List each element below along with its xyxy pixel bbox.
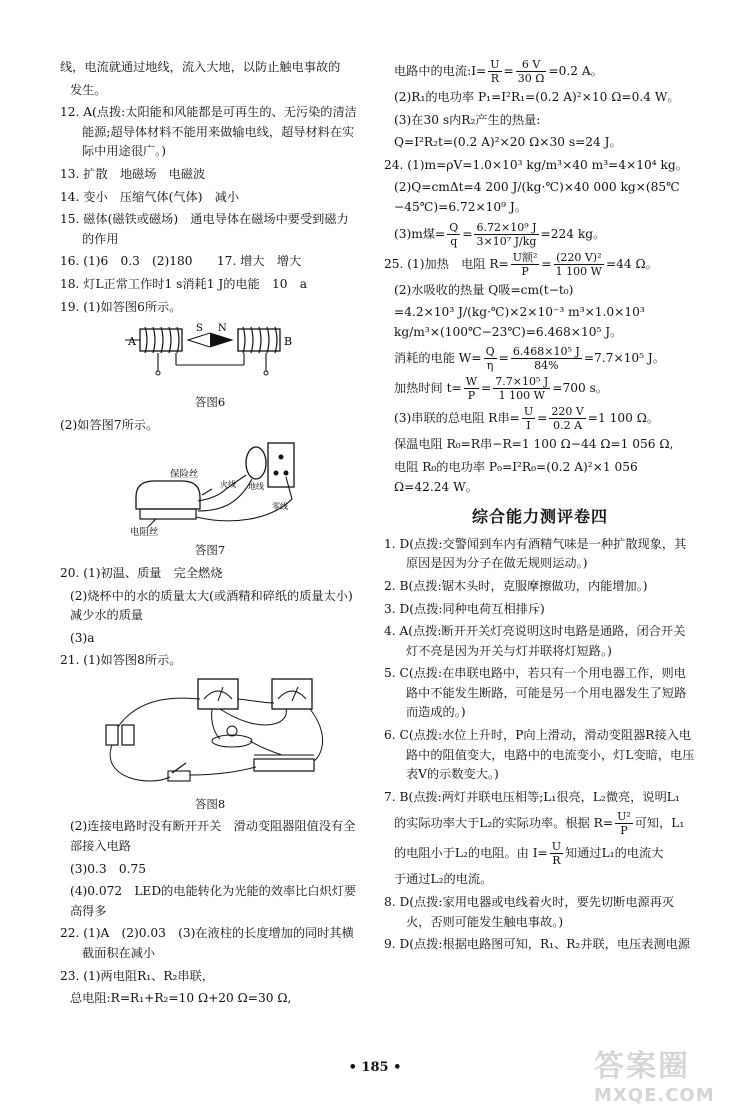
fraction: $\frac{6 V}{30 \Omega}$ [517, 58, 545, 85]
answer-2: 2. B(点拨:锯木头时，克服摩擦做功，内能增加。) [384, 578, 648, 593]
answer-23-total-resistance: 总电阻:R=R₁+R₂=10 Ω+20 Ω=30 Ω, [70, 991, 292, 1006]
answer-23-2: (2)R₁的电功率 P₁=I²R₁=(0.2 A)²×10 Ω=0.4 W。 [394, 90, 680, 104]
answer-15: 15. 磁体(磁铁或磁场) 通电导体在磁场中要受到磁力的作用 [60, 212, 349, 246]
figure-7 [60, 439, 360, 539]
answer-24-1: 24. (1)m=ρV=1.0×10³ kg/m³×40 m³=4×10⁴ kg。 [384, 157, 688, 172]
electromagnet-diagram [60, 321, 360, 391]
answer-7: 7. B(点拨:两灯并联电压相等;L₁很亮，L₂微亮，说明L₁ [384, 789, 680, 804]
answer-9: 9. D(点拨:根据电路图可知，R₁、R₂并联，电压表测电源 [384, 937, 691, 952]
answer-24-3: (3)m煤= $\frac{Q}{q}$ = $\frac{\text{6.72×10⁹ J}}{\text{3×10⁷ J/kg}}$ =224 kg。 [394, 220, 606, 248]
answer-21-3: (3)0.3 0.75 [70, 861, 146, 876]
fraction: $\frac{\text{U²}}{P}$ [617, 810, 631, 838]
answer-23-heat: Q=I²R₂t=(0.2 A)²×20 Ω×30 s=24 J。 [394, 135, 622, 150]
fraction: $\frac{\text{6.72×10⁹ J}}{\text{3×10⁷ J/kg}}$ [476, 220, 537, 248]
label-fuse: 保险丝 [170, 469, 199, 481]
fraction: $\frac{\text{(220 V)²}}{1 100 W}$ [555, 250, 602, 278]
fraction: $\frac{U}{R}$ [551, 840, 562, 868]
answer-21-1: 21. (1)如答图8所示。 [60, 653, 182, 668]
answer-20-1: 20. (1)初温、质量 完全燃烧 [60, 565, 223, 580]
label-live-wire: 火线 [220, 480, 236, 490]
answer-16-17: 16. (1)6 0.3 (2)180 17. 增大 增大 [60, 254, 302, 269]
figure-6-caption: 答图6 [194, 395, 226, 410]
heater-wiring-diagram [60, 439, 360, 539]
answer-23-current: 电路中的电流:I= $\frac{U}{R}$ = $\frac{6 V}{30 \Omega}$ =0.2 A。 [394, 58, 603, 85]
answer-25-power: 电阻 R₀的电功率 P₀=I²R₀=(0.2 A)²×1 056 Ω=42.24 W。 [394, 459, 638, 494]
watermark-text: 答案圈 [594, 1049, 690, 1084]
watermark-logo [594, 1041, 744, 1106]
label-earth-wire: 地线 [248, 482, 264, 492]
answer-20-3: (3)a [70, 630, 95, 645]
figure-6 [60, 321, 360, 391]
fraction: $\frac{\text{7.7×10⁵ J}}{1 100 W}$ [495, 375, 549, 403]
section-title: 综合能力测评卷四 [471, 507, 608, 527]
answer-8: 8. D(点拨:家用电器或电线着火时，要先切断电源再灭火，否则可能发生触电事故。) [384, 895, 675, 929]
label-b: B [284, 335, 293, 349]
answer-1: 1. D(点拨:交警闻到车内有酒精气味是一种扩散现象，其原因是因为分子在做无规则运动。) [384, 536, 687, 571]
fraction: $\frac{U}{I}$ [523, 405, 534, 433]
answer-23-3: (3)在30 s内R₂产生的热量: [394, 112, 541, 127]
answer-7-line2: 的实际功率大于L₂的实际功率。根据 R= $\frac{\text{U²}}{P}$ 可知，L₁ [394, 810, 685, 838]
label-s: S [196, 323, 203, 335]
answer-19-2: (2)如答图7所示。 [60, 417, 159, 432]
answer-25-time: 加热时间 t= $\frac{W}{P}$ = $\frac{\text{7.7×10⁵ J}}{1 100 W}$ =700 s。 [394, 375, 609, 403]
answer-25-2: (2)水吸收的热量 Q吸=cm(t−t₀) [394, 282, 574, 297]
answer-25-keepwarm-resistance: 保温电阻 R₀=R串−R=1 100 Ω−44 Ω=1 056 Ω, [394, 437, 674, 452]
right-column [384, 58, 696, 958]
answer-25-2-calc: =4.2×10³ J/(kg·℃)×2×10⁻³ m³×1.0×10³ kg/m³×(100℃−23℃)=6.468×10⁵ J。 [394, 305, 645, 339]
answer-25-energy: 消耗的电能 W= $\frac{Q}{\eta}$ = $\frac{\text{6.468×10⁵ J}}{84\%}$ =7.7×10⁵ J。 [394, 345, 665, 373]
fraction: $\frac{220 V}{0.2 A}$ [551, 405, 584, 433]
fraction: $\frac{W}{P}$ [465, 375, 478, 403]
answer-19-1: 19. (1)如答图6所示。 [60, 299, 182, 314]
answer-6: 6. C(点拨:水位上升时，P向上滑动，滑动变阻器R接入电路中的阻值变大，电路中的电流变小，灯L变暗，电压表V的示数变大。) [384, 728, 695, 782]
page-number: • 185 • [348, 1060, 402, 1075]
text-line: 线，电流就通过地线，流入大地，以防止触电事故的 [60, 60, 341, 74]
watermark-url: MXQE.COM [594, 1085, 715, 1106]
answer-25-1: 25. (1)加热 电阻 R= $\frac{\text{U额²}}{P}$ = $\frac{\text{(220 V)²}}{1 100 W}$ =44 Ω。 [384, 250, 658, 278]
answer-5: 5. C(点拨:在串联电路中，若只有一个用电器工作，则电路中不能发生断路，可能是另一个用电器发生了短路而造成的。) [384, 666, 687, 720]
answer-7-line3: 的电阻小于L₂的电阻。由 I= $\frac{U}{R}$ 知通过L₁的电流大 [394, 840, 664, 868]
answer-23-1: 23. (1)两电阻R₁、R₂串联， [60, 968, 214, 983]
circuit-diagram [60, 675, 360, 793]
fraction: $\frac{\text{6.468×10⁵ J}}{84\%}$ [512, 345, 580, 373]
fraction: $\frac{\text{U额²}}{P}$ [512, 250, 538, 278]
figure-7-caption: 答图7 [194, 543, 226, 558]
fraction: $\frac{Q}{q}$ [449, 220, 459, 248]
fraction: $\frac{Q}{\eta}$ [485, 345, 495, 373]
answer-21-4: (4)0.072 LED的电能转化为光能的效率比白炽灯要高得多 [70, 884, 357, 918]
answer-13: 13. 扩散 地磁场 电磁波 [60, 166, 206, 181]
label-neutral-wire: 零线 [272, 502, 288, 512]
figure-8-caption: 答图8 [194, 796, 226, 811]
answer-12: 12. A(点拨:太阳能和风能都是可再生的、无污染的清洁能源;超导体材料不能用来做输电线，超导材料在实际中用途很广。) [60, 105, 357, 159]
figure-8 [60, 675, 360, 793]
answer-22: 22. (1)A (2)0.03 (3)在液柱的长度增加的同时其横截面积在减小 [60, 926, 354, 961]
fraction: $\frac{U}{R}$ [490, 58, 500, 85]
label-n: N [218, 323, 227, 335]
left-column [60, 58, 365, 1012]
answer-7-line4: 于通过L₂的电流。 [394, 872, 493, 887]
answer-24-2: (2)Q=cmΔt=4 200 J/(kg·℃)×40 000 kg×(85℃−45℃)=6.72×10⁹ J。 [394, 180, 680, 214]
answer-21-2: (2)连接电路时没有断开开关 滑动变阻器阻值没有全部接入电路 [70, 819, 356, 854]
answer-25-3: (3)串联的总电阻 R串= $\frac{U}{I}$ = $\frac{220 V}{0.2 A}$ =1 100 Ω。 [394, 405, 660, 433]
text-line: 发生。 [70, 82, 107, 97]
answer-14: 14. 变小 压缩气体(气体) 减小 [60, 189, 240, 204]
answer-18: 18. 灯L正常工作时1 s消耗1 J的电能 10 a [60, 276, 307, 291]
label-resistance-wire: 电阻丝 [130, 527, 159, 539]
answer-3: 3. D(点拨:同种电荷互相排斥) [384, 601, 545, 616]
label-a: A [128, 335, 136, 349]
answer-20-2: (2)烧杯中的水的质量太大(或酒精和碎纸的质量太小) 减少水的质量 [70, 588, 365, 623]
answer-4: 4. A(点拨:断开开关灯亮说明这时电路是通路，闭合开关灯不亮是因为开关与灯并联将灯短路。) [384, 624, 686, 658]
